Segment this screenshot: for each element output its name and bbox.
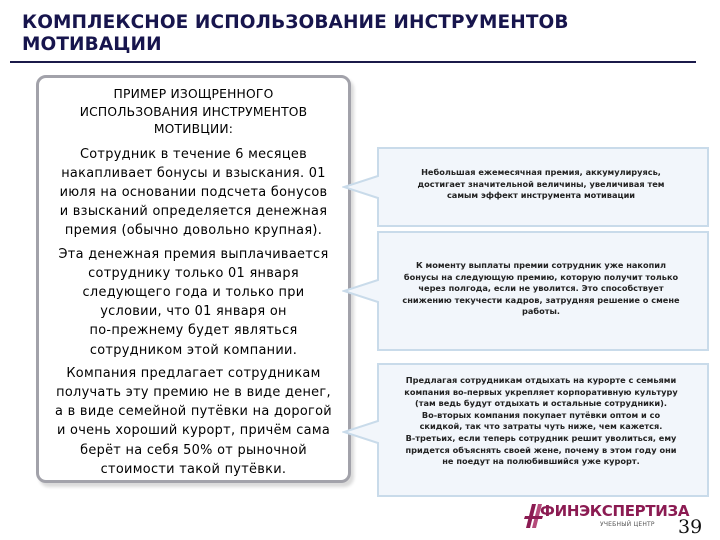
paragraph-line: и взысканий определяется денежная: [59, 204, 328, 220]
page-number: 39: [678, 516, 703, 538]
paragraph-line: стоимости такой путёвки.: [100, 461, 287, 477]
paragraph-line: следующего года и только при: [82, 284, 305, 300]
callout-text-3: [384, 375, 698, 468]
callout-2: [342, 230, 712, 352]
paragraph-line: Сотрудник в течение 6 месяцев: [79, 146, 308, 162]
paragraph-line: а в виде семейной путёвки на дорогой: [55, 404, 332, 420]
callout-text-1: [384, 167, 698, 202]
callout-3: [342, 362, 712, 498]
callout-line: (там ведь будут отдыхать и остальные сотрудники).: [414, 398, 668, 409]
callout-line: компания во-первых укрепляет корпоративную культуру: [404, 386, 678, 397]
example-paragraph-3: [43, 364, 344, 479]
callout-line: не поедут на полюбившийся уже курорт.: [442, 456, 640, 467]
paragraph-line: и очень хороший курорт, причём сама: [56, 423, 331, 439]
example-heading: [43, 86, 344, 139]
page-title: [22, 12, 702, 56]
paragraph-line: сотрудником этой компании.: [89, 342, 298, 358]
paragraph-line: сотруднику только 01 января: [88, 265, 299, 281]
callout-line: скидкой, так что затраты чуть ниже, чем кажется.: [419, 421, 663, 432]
paragraph-line: по-прежнему будет являться: [89, 323, 298, 339]
example-paragraph-1: [43, 145, 344, 241]
example-paragraph-2: [43, 245, 344, 360]
example-heading-line: МОТИВЦИИ:: [153, 122, 234, 136]
logo-name: ФИНЭКСПЕРТИЗА: [540, 502, 690, 520]
callout-line: В-третьих, если теперь сотрудник решит уволиться, ему: [405, 432, 677, 443]
callout-line: достигает значительной величины, увеличивая тем: [417, 178, 665, 189]
callout-line: через полгода, если не уволится. Это способствует: [418, 283, 664, 294]
callout-line: работы.: [522, 306, 560, 317]
callout-line: Предлагая сотрудникам отдыхать на курорте с семьями: [405, 375, 677, 385]
example-heading-line: ПРИМЕР ИЗОЩРЕННОГО: [113, 87, 274, 101]
paragraph-line: берёт на себя 50% от рыночной: [80, 442, 307, 458]
callout-line: бонусы на следующую премию, которую получит только: [403, 271, 679, 282]
title-divider: [10, 61, 696, 63]
callout-1: [342, 146, 712, 228]
paragraph-line: премия (обычно довольно крупная).: [64, 223, 323, 239]
logo-subtitle: УЧЕБНЫЙ ЦЕНТР: [600, 521, 655, 528]
callout-line: Во-вторых компания покупает путёвки оптом и со: [421, 409, 661, 420]
callout-line: Небольшая ежемесячная премия, аккумулируясь,: [421, 167, 661, 177]
callout-line: снижению текучести кадров, затрудняя решение о смене: [402, 294, 680, 305]
title-line-1: КОМПЛЕКСНОЕ ИСПОЛЬЗОВАНИЕ ИНСТРУМЕНТОВ: [22, 12, 569, 33]
example-heading-line: ИСПОЛЬЗОВАНИЯ ИНСТРУМЕНТОВ: [79, 104, 308, 119]
callout-line: самым эффект инструмента мотивации: [446, 190, 636, 201]
paragraph-line: условии, что 01 января он: [100, 304, 287, 320]
callout-line: К моменту выплаты премии сотрудник уже накопил: [415, 260, 667, 270]
paragraph-line: Компания предлагает сотрудникам: [66, 365, 321, 381]
example-box: [36, 75, 351, 483]
paragraph-line: июля на основании подсчета бонусов: [59, 184, 328, 200]
callout-text-2: [384, 260, 698, 318]
finexpertiza-logo: [524, 500, 690, 532]
paragraph-line: накапливает бонусы и взыскания. 01: [61, 165, 326, 181]
title-line-2: МОТИВАЦИИ: [22, 34, 162, 55]
paragraph-line: получать эту премию не в виде денег,: [56, 384, 331, 400]
callout-line: придется объяснять своей жене, почему в этом году они: [405, 444, 677, 455]
paragraph-line: Эта денежная премия выплачивается: [58, 246, 329, 262]
